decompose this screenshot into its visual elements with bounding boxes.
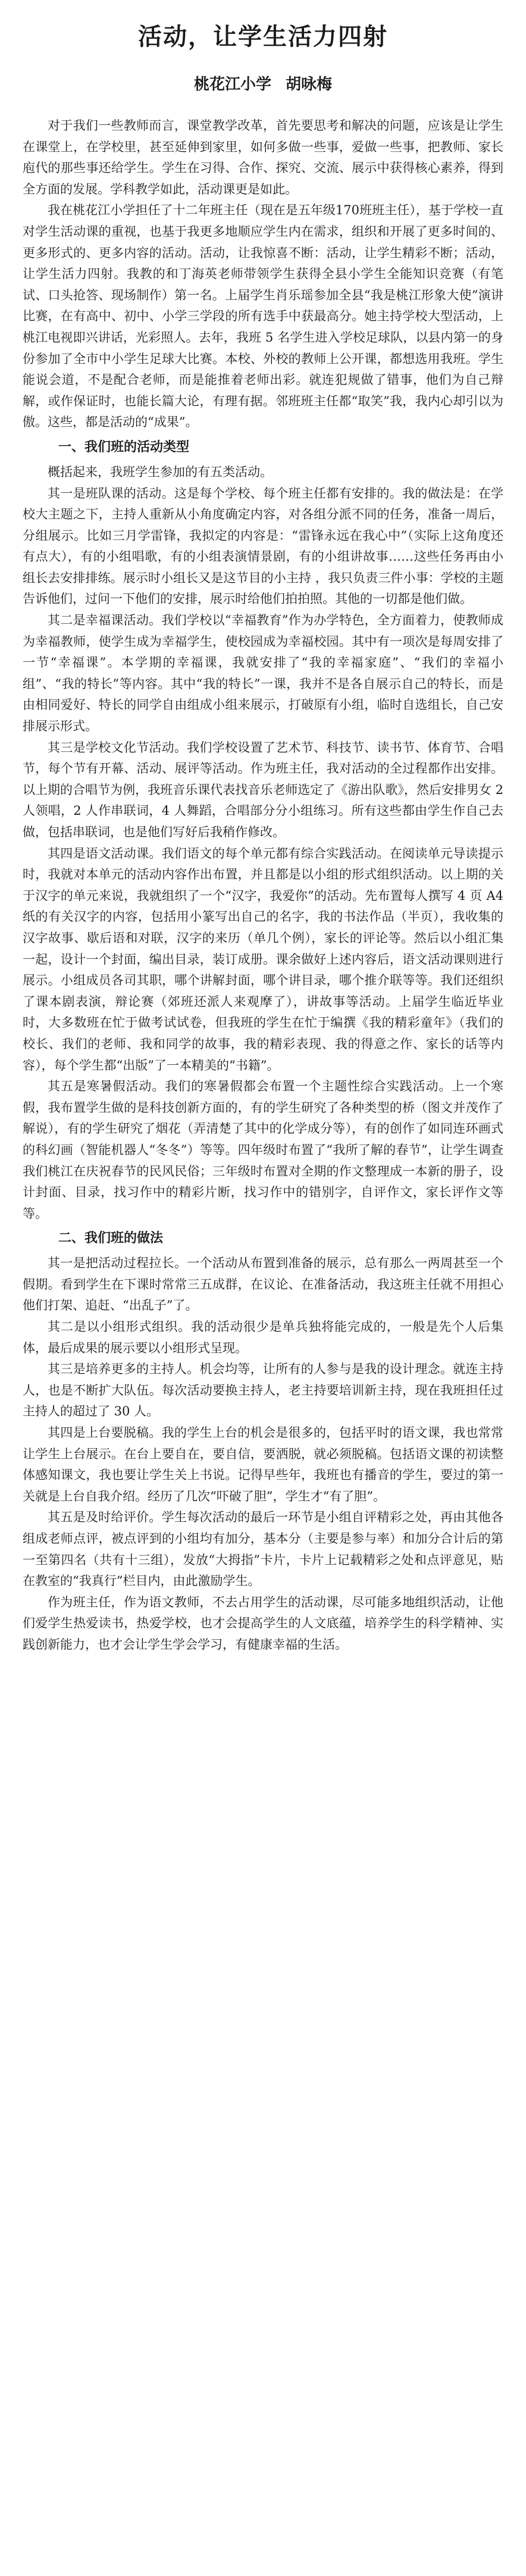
intro-paragraph: 我在桃花江小学担任了十二年班主任（现在是五年级170班班主任），基于学校一直对学生活动课的重视，也基于我更多地顺应学生内在需求，组织和开展了更多时间的、更多形式的、更多内容的活动。活动，让我惊喜不断：活动，让学生精彩不断；活动，让学生活力四射。我教的和丁海英老师带领学生获得全县小学生全能知识竞赛（有笔试、口头抢答、现场制作）第一名。上届学生肖乐瑶参加全县“我是桃江形象大使”演讲比赛，在有高中、初中、小学三学段的所有选手中获最高分。她主持学校大型活动，上桃江电视即兴讲话，光彩照人。去年，我班 5 名学生进入学校足球队，以县内第一的身份参加了全市中小学生足球大比赛。本校、外校的教师上公开课，都想选用我班。学生能说会道，不是配合老师，而是能推着老师出彩。就连犯规做了错事，他们为自己辩解，或作保证时，也能长篇大论，有理有据。邻班班主任都“取笑”我，我内心却引以为傲。这些，都是活动的“成果”。	[23, 203, 503, 430]
body-paragraph: 概括起来，我班学生参加的有五类活动。	[48, 464, 273, 479]
body-paragraph: 其五是及时给评价。学生每次活动的最后一环节是小组自评精彩之处，再由其他各组成老师点评，被点评到的小组均有加分，基本分（主要是参与率）和加分合计后的第一至第四名（共有十三组），发放“大拇指”卡片，卡片上记载精彩之处和点评意见，贴在教室的“我真行”栏目内，由此激励学生。	[23, 1510, 503, 1589]
body-paragraph: 其二是幸福课活动。我们学校以“幸福教育”作为办学特色，全方面着力，使教师成为幸福教师，使学生成为幸福学生，使校园成为幸福校园。其中有一项次是每周安排了一节“幸福课”。本学期的幸福课，我就安排了“我的幸福家庭”、“我们的幸福小组”、“我的特长”等内容。其中“我的特长”一课，我并不是各自展示自己的特长，而是由相同爱好、特长的同学自由组成小组来展示，打破原有小组，临时自选组长，自己安排展示形式。	[23, 613, 503, 734]
body-paragraph: 其四是语文活动课。我们语文的每个单元都有综合实践活动。在阅读单元导读提示时，我就对本单元的活动内容作出布置，并且都是以小组的形式组织活动。以上期的关于汉字的单元来说，我就组织了一个“汉字，我爱你”的活动。先布置每人撰写 4 页 A4 纸的有关汉字的内容，包括用小篆写出自己的名字，我的书法作品（半页），我收集的汉字故事、歇后语和对联，汉字的来历（单几个例），家长的评论等。然后以小组汇集一起，设计一个封面，编出目录，装订成册。课余做好上述内容后，语文活动课则进行展示。小组成员各司其职，哪个讲解封面，哪个讲目录，哪个推介联等等。我们还组织了课本剧表演，辩论赛（郊班还派人来观摩了），讲故事等活动。上届学生临近毕业时，大多数班在忙于做考试试卷，但我班的学生在忙于编撰《我的精彩童年》（我们的校长、我们的老师、我和同学的故事，我的精彩表现、我的得意之作、家长的话等内容），每个学生都“出版”了一本精美的“书籍”。	[23, 846, 503, 1073]
body-paragraph: 其二是以小组形式组织。我的活动很少是单兵独将能完成的，一般是先个人后集体，最后成果的展示要以小组形式呈现。	[23, 1320, 503, 1355]
body-paragraph: 其五是寒暑假活动。我们的寒暑假都会布置一个主题性综合实践活动。上一个寒假，我布置学生做的是科技创新方面的，有的学生研究了各种类型的桥（图文并茂作了解说），有的学生研究了烟花（弄清楚了其中的化学成分等），有的创作了如同连环画式的科幻画（智能机器人“冬冬”）等等。四年级时布置了“我所了解的春节”，让学生调查我们桃江在庆祝春节的民风民俗；三年级时布置对全期的作文整理成一本新的册子，设计封面、目录，找习作中的精彩片断，找习作中的错别字，自评作文，家长评作文等等。	[23, 1079, 503, 1221]
article-title: 活动，让学生活力四射	[138, 23, 388, 51]
section-heading: 二、我们班的做法	[58, 1231, 164, 1246]
byline	[23, 72, 503, 94]
school-name: 桃花江小学	[193, 76, 271, 93]
body-paragraph: 其一是班队课的活动。这是每个学校、每个班主任都有安排的。我的做法是：在学校大主题之下，主持人重新从小角度确定内容，对各组分派不同的任务，准备一周后，分组展示。比如三月学雷锋，我拟定的内容是：“雷锋永远在我心中”（实际上这角度还有点大），有的小组唱歌，有的小组表演情景剧，有的小组讲故事……这些任务再由小组长去安排排练。展示时小组长又是这节目的小主持 ，我只负责三件小事：学校的主题告诉他们，过问一下他们的安排，展示时给他们拍拍照。其他的一切都是他们做。	[23, 486, 503, 607]
body-paragraph: 作为班主任，作为语文教师，不去占用学生的活动课，尽可能多地组织活动，让他们爱学生热爱读书，热爱学校，也才会提高学生的人文底蕴，培养学生的科学精神、实践创新能力，也才会让学生学会学习，有健康幸福的生活。	[23, 1595, 503, 1652]
intro-paragraph: 对于我们一些教师而言，课堂教学改革，首先要思考和解决的问题，应该是让学生在课堂上，在学校里，甚至延伸到家里，如何多做一些事，爱做一些事，把教师、家长庖代的那些事还给学生。学生在习得、合作、探究、交流、展示中获得核心素养，得到全方面的发展。学科教学如此，活动课更是如此。	[23, 118, 503, 196]
author-name: 胡咏梅	[286, 76, 333, 93]
section-heading: 一、我们班的活动类型	[58, 439, 190, 455]
body-paragraph: 其四是上台要脱稿。我的学生上台的机会是很多的，包括平时的语文课，我也常常让学生上台展示。在台上要自在，要自信，要洒脱，就必须脱稿。包括语文课的初读整体感知课文，我也要让学生关上书说。记得早些年，我班也有播音的学生，要过的第一关就是上台自我介绍。经历了几次“吓破了胆”，学生才“有了胆”。	[23, 1425, 503, 1503]
body-paragraph: 其一是把活动过程拉长。一个活动从布置到准备的展示，总有那么一两周甚至一个假期。看到学生在下课时常常三五成群，在议论、在准备活动，我这班主任就不用担心他们打架、追赶、“出乱子”了。	[23, 1256, 503, 1313]
body-paragraph: 其三是学校文化节活动。我们学校设置了艺术节、科技节、读书节、体育节、合唱节，每个节有开幕、活动、展评等活动。作为班主任，我对活动的全过程都作出安排。以上期的合唱节为例，我班音乐课代表找音乐老师选定了《游出队歌》，然后安排男女 2 人领唱，2 人作串联词，4 人舞蹈，合唱部分分小组练习。所有这些都由学生作自己去做，包括串联词，也是他们写好后我稍作修改。	[23, 740, 503, 839]
body-paragraph: 其三是培养更多的主持人。机会均等，让所有的人参与是我的设计理念。就连主持人，也是不断扩大队伍。每次活动要换主持人，老主持要培训新主持，现在我班担任过主持人的超过了 30 人。	[23, 1362, 503, 1419]
